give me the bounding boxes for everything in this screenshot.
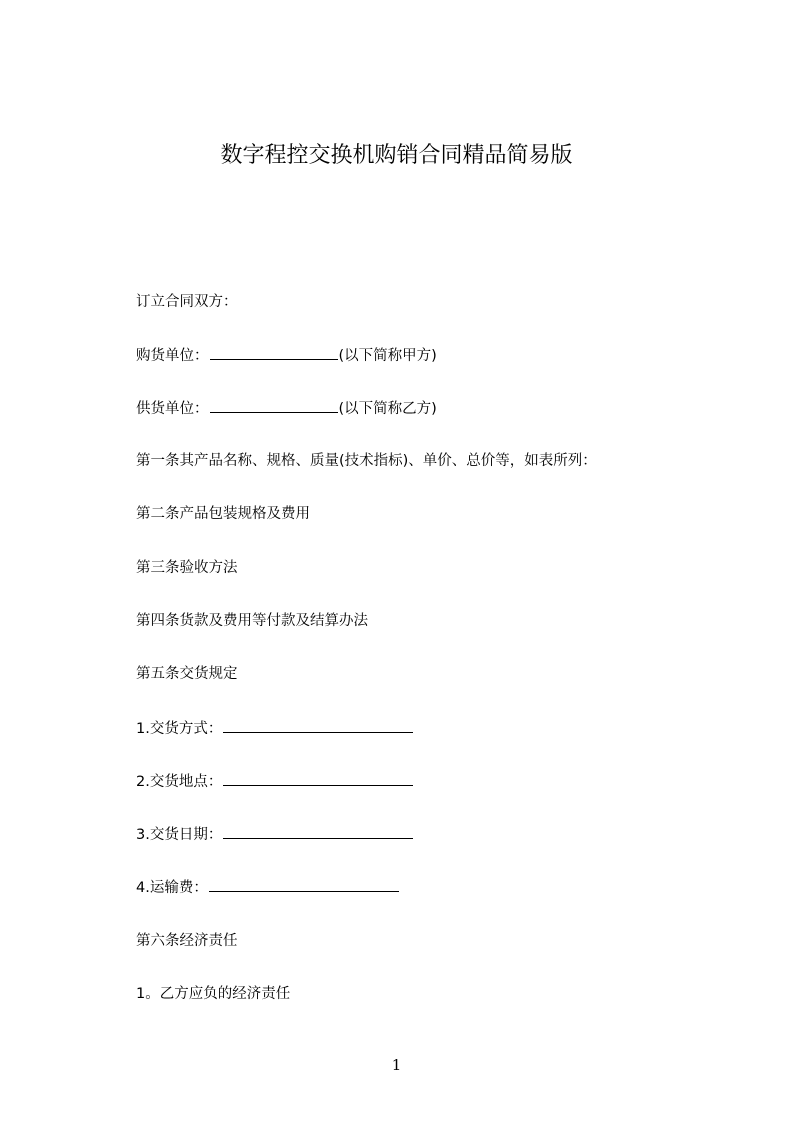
delivery-method-line: [136, 718, 414, 739]
delivery-method-blank-field[interactable]: [223, 718, 413, 733]
freight-line: [136, 877, 400, 898]
seller-line: [136, 398, 437, 419]
article-4: 第四条货款及费用等付款及结算办法: [136, 613, 368, 629]
buyer-line: [136, 345, 437, 366]
delivery-method-label: 1.交货方式：: [136, 721, 223, 737]
document-title: 数字程控交换机购销合同精品简易版: [220, 143, 573, 168]
delivery-date-line: [136, 824, 414, 845]
freight-blank-field[interactable]: [209, 877, 399, 892]
seller-label: 供货单位：: [136, 401, 209, 417]
delivery-place-blank-field[interactable]: [223, 771, 413, 786]
buyer-suffix: (以下简称甲方): [338, 348, 437, 364]
buyer-label: 购货单位：: [136, 348, 209, 364]
article-6: 第六条经济责任: [136, 933, 238, 949]
seller-suffix: (以下简称乙方): [338, 401, 437, 417]
article-3: 第三条验收方法: [136, 560, 238, 576]
page-number: 1: [391, 1056, 402, 1074]
article-2: 第二条产品包装规格及费用: [136, 506, 310, 522]
parties-heading: 订立合同双方：: [136, 294, 238, 310]
freight-label: 4.运输费：: [136, 880, 208, 896]
delivery-place-label: 2.交货地点：: [136, 774, 223, 790]
seller-blank-field[interactable]: [210, 398, 338, 413]
article-1: 第一条其产品名称、规格、质量(技术指标)、单价、总价等，如表所列：: [136, 453, 597, 469]
article-5: 第五条交货规定: [136, 666, 238, 682]
delivery-place-line: [136, 771, 414, 792]
liability-item-1: 1。乙方应负的经济责任: [136, 986, 291, 1002]
buyer-blank-field[interactable]: [210, 345, 338, 360]
delivery-date-label: 3.交货日期：: [136, 827, 223, 843]
delivery-date-blank-field[interactable]: [223, 824, 413, 839]
